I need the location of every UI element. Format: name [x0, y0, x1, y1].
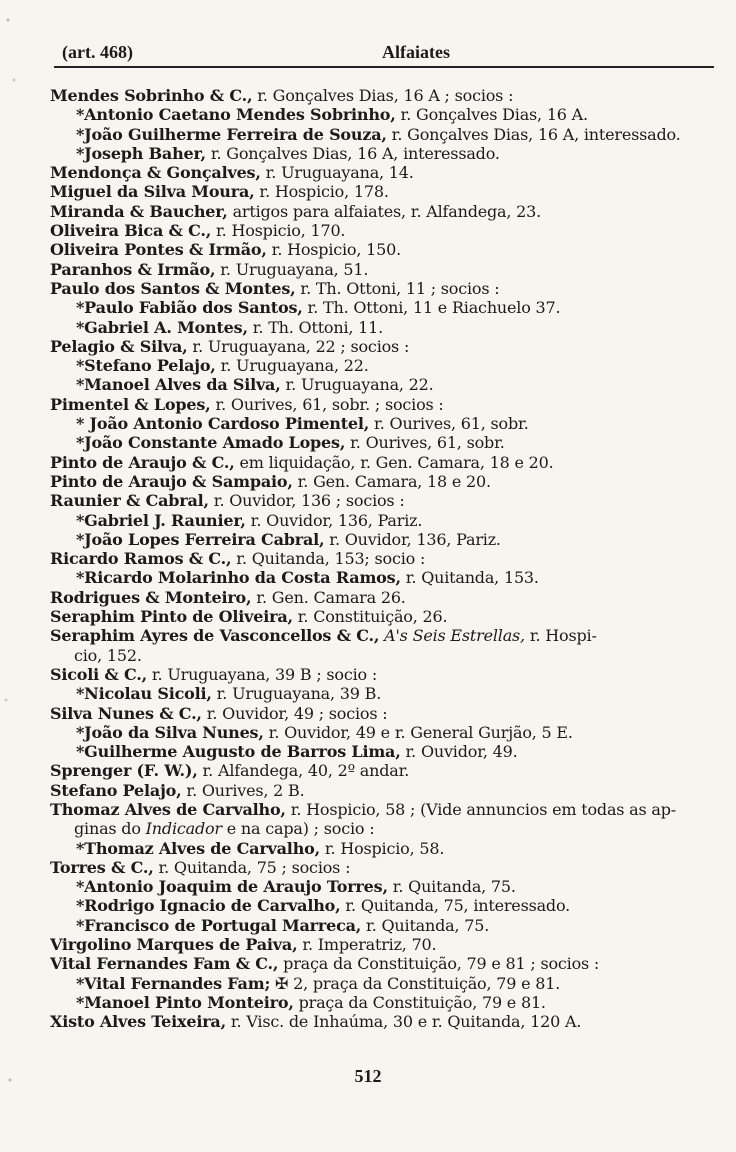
- entry-name: *Ricardo Molarinho da Costa Ramos,: [76, 568, 401, 588]
- entry-italic: A's Seis Estrellas,: [384, 626, 525, 646]
- entry-name: Mendonça & Gonçalves,: [50, 163, 261, 183]
- entry-details: r. Uruguayana, 22.: [280, 375, 434, 395]
- entry-name: Paulo dos Santos & Montes,: [50, 278, 296, 298]
- entry-line: [50, 472, 720, 491]
- entry-details: artigos para alfaiates, r. Alfandega, 23.: [227, 201, 541, 221]
- entry-line: [50, 954, 720, 973]
- entry-details: r. Gonçalves Dias, 16 A, interessado.: [205, 143, 500, 163]
- article-reference: (art. 468): [62, 42, 133, 62]
- entry-name: Vital Fernandes Fam & C.,: [50, 954, 279, 974]
- entry-details: r. Hospicio, 178.: [254, 182, 389, 202]
- entry-line: [50, 761, 720, 780]
- entry-name: *Gabriel A. Montes,: [76, 317, 248, 337]
- entry-line: [50, 395, 720, 414]
- entry-name: Sprenger (F. W.),: [50, 761, 198, 781]
- partner-line: [50, 742, 720, 761]
- entry-details: r. Uruguayana, 51.: [215, 259, 369, 279]
- entry-details: r. Th. Ottoni, 11 ; socios :: [295, 278, 500, 298]
- partner-line: [50, 877, 720, 896]
- partner-line: [50, 298, 720, 317]
- entry-name: Oliveira Bica & C.,: [50, 221, 212, 241]
- entry-line: [50, 202, 720, 221]
- entry-name: Stefano Pelajo,: [50, 780, 182, 800]
- entry-line: [50, 626, 720, 645]
- entry-details: cio, 152.: [74, 645, 142, 665]
- entry-name: Thomaz Alves de Carvalho,: [50, 799, 286, 819]
- entry-details: r. Quitanda, 153; socio :: [231, 549, 426, 569]
- entry-name: Miguel da Silva Moura,: [50, 182, 255, 202]
- entry-line: [50, 163, 720, 182]
- entry-name: Seraphim Pinto de Oliveira,: [50, 607, 293, 627]
- entry-line: [50, 665, 720, 684]
- partner-line: [50, 839, 720, 858]
- entry-name: Rodrigues & Monteiro,: [50, 587, 252, 607]
- entry-details: r. Ouvidor, 136 ; socios :: [208, 491, 405, 511]
- entry-name: *Vital Fernandes Fam;: [76, 973, 271, 993]
- entry-line: [50, 337, 720, 356]
- entry-details: r. Alfandega, 40, 2º andar.: [197, 761, 410, 781]
- entry-line: [50, 819, 720, 838]
- entry-details: r. Hospicio, 58.: [319, 838, 445, 858]
- entry-details: r. Th. Ottoni, 11 e Riachuelo 37.: [302, 298, 561, 318]
- entry-details: r. Gonçalves Dias, 16 A.: [395, 105, 588, 125]
- entry-details: r. Constituição, 26.: [292, 607, 448, 627]
- entry-line: [50, 858, 720, 877]
- entry-details: r. Gen. Camara, 18 e 20.: [292, 471, 491, 491]
- entry-details: r. Hospicio, 150.: [266, 240, 401, 260]
- directory-entries: [50, 86, 720, 1032]
- entry-name: Paranhos & Irmão,: [50, 259, 216, 279]
- partner-line: [50, 684, 720, 703]
- entry-name: *Manoel Alves da Silva,: [76, 375, 281, 395]
- entry-details: r. Ouvidor, 49 e r. General Gurjão, 5 E.: [263, 722, 573, 742]
- entry-name: *Manoel Pinto Monteiro,: [76, 992, 294, 1012]
- entry-details: r. Ourives, 61, sobr.: [345, 433, 505, 453]
- entry-details: r. Gonçalves Dias, 16 A ; socios :: [252, 86, 514, 105]
- entry-details: r. Imperatriz, 70.: [297, 935, 437, 955]
- entry-details: r. Uruguayana, 39 B.: [211, 684, 382, 704]
- entry-line: [50, 1012, 720, 1031]
- entry-details: r. Quitanda, 153.: [400, 568, 539, 588]
- section-title: Alfaiates: [382, 42, 450, 62]
- entry-name: Ricardo Ramos & C.,: [50, 549, 232, 569]
- entry-details: r. Gonçalves Dias, 16 A, interessado.: [386, 124, 681, 144]
- entry-details: r. Quitanda, 75.: [361, 915, 490, 935]
- entry-name: *Antonio Joaquim de Araujo Torres,: [76, 877, 388, 897]
- entry-details: r. Ourives, 2 B.: [181, 780, 305, 800]
- entry-details: r. Ouvidor, 136, Pariz.: [245, 510, 423, 530]
- entry-name: Silva Nunes & C.,: [50, 703, 202, 723]
- partner-line: [50, 125, 720, 144]
- partner-line: [50, 916, 720, 935]
- header-rule: [54, 66, 714, 68]
- entry-name: * João Antonio Cardoso Pimentel,: [76, 414, 370, 434]
- entry-details: r. Ourives, 61, sobr. ; socios :: [210, 394, 444, 414]
- entry-name: *Rodrigo Ignacio de Carvalho,: [76, 896, 341, 916]
- entry-details: em liquidação, r. Gen. Camara, 18 e 20.: [234, 452, 554, 472]
- partner-line: [50, 375, 720, 394]
- entry-details: r. Visc. de Inhaúma, 30 e r. Quitanda, 120 A.: [225, 1012, 582, 1032]
- entry-details: praça da Constituição, 79 e 81 ; socios :: [278, 954, 600, 974]
- entry-name: Pelagio & Silva,: [50, 336, 188, 356]
- entry-details: r. Uruguayana, 14.: [260, 163, 414, 183]
- entry-details: r. Ouvidor, 49.: [400, 742, 518, 762]
- entry-name: *Joseph Baher,: [76, 143, 206, 163]
- entry-line: [50, 646, 720, 665]
- partner-line: [50, 993, 720, 1012]
- entry-line: [50, 549, 720, 568]
- entry-name: *Paulo Fabião dos Santos,: [76, 298, 303, 318]
- entry-details: r. Uruguayana, 22.: [215, 356, 369, 376]
- entry-line: [50, 607, 720, 626]
- entry-name: *João Constante Amado Lopes,: [76, 433, 346, 453]
- entry-details-cont: e na capa) ; socio :: [221, 819, 375, 839]
- entry-details: r. Ourives, 61, sobr.: [369, 414, 529, 434]
- entry-line: [50, 453, 720, 472]
- partner-line: [50, 433, 720, 452]
- entry-line: [50, 279, 720, 298]
- partner-line: [50, 318, 720, 337]
- entry-name: Miranda & Baucher,: [50, 201, 228, 221]
- entry-line: [50, 240, 720, 259]
- entry-line: [50, 588, 720, 607]
- entry-name: Virgolino Marques de Paiva,: [50, 935, 298, 955]
- partner-line: [50, 530, 720, 549]
- partner-line: [50, 105, 720, 124]
- entry-name: *Francisco de Portugal Marreca,: [76, 915, 362, 935]
- partner-line: [50, 511, 720, 530]
- entry-details: ✠ 2, praça da Constituição, 79 e 81.: [270, 973, 561, 993]
- entry-name: *João da Silva Nunes,: [76, 722, 264, 742]
- entry-name: *João Lopes Ferreira Cabral,: [76, 529, 325, 549]
- partner-line: [50, 144, 720, 163]
- entry-name: *Thomaz Alves de Carvalho,: [76, 838, 320, 858]
- entry-name: *Nicolau Sicoli,: [76, 684, 212, 704]
- entry-name: Pimentel & Lopes,: [50, 394, 211, 414]
- entry-line: [50, 260, 720, 279]
- entry-details: ginas do: [74, 819, 146, 839]
- entry-line: [50, 491, 720, 510]
- page-edge-specks: [0, 0, 30, 1152]
- entry-name: Raunier & Cabral,: [50, 491, 209, 511]
- entry-details: r. Gen. Camara 26.: [251, 587, 406, 607]
- entry-name: *Guilherme Augusto de Barros Lima,: [76, 742, 401, 762]
- entry-name: Mendes Sobrinho & C.,: [50, 86, 253, 105]
- entry-line: [50, 86, 720, 105]
- entry-line: [50, 935, 720, 954]
- partner-line: [50, 974, 720, 993]
- entry-details: r. Quitanda, 75, interessado.: [340, 896, 571, 916]
- entry-details: r. Hospicio, 58 ; (Vide annuncios em todas as ap-: [285, 799, 677, 819]
- entry-name: *Stefano Pelajo,: [76, 356, 216, 376]
- entry-name: *Gabriel J. Raunier,: [76, 510, 246, 530]
- entry-italic: Indicador: [145, 819, 222, 839]
- entry-line: [50, 221, 720, 240]
- entry-name: Xisto Alves Teixeira,: [50, 1012, 226, 1032]
- entry-name: Pinto de Araujo & Sampaio,: [50, 471, 293, 491]
- entry-name: Pinto de Araujo & C.,: [50, 452, 235, 472]
- entry-details: r. Uruguayana, 39 B ; socio :: [146, 664, 378, 684]
- entry-name: *Antonio Caetano Mendes Sobrinho,: [76, 105, 396, 125]
- entry-details: r. Uruguayana, 22 ; socios :: [187, 336, 410, 356]
- entry-details: r. Quitanda, 75.: [387, 877, 516, 897]
- entry-name: Sicoli & C.,: [50, 664, 147, 684]
- entry-line: [50, 182, 720, 201]
- partner-line: [50, 568, 720, 587]
- entry-details: r. Hospicio, 170.: [211, 221, 346, 241]
- partner-line: [50, 356, 720, 375]
- entry-line: [50, 704, 720, 723]
- entry-name: *João Guilherme Ferreira de Souza,: [76, 124, 387, 144]
- entry-details: r. Ouvidor, 136, Pariz.: [324, 529, 501, 549]
- entry-line: [50, 781, 720, 800]
- entry-details-cont: r. Hospi-: [524, 626, 597, 646]
- entry-name: Torres & C.,: [50, 857, 154, 877]
- entry-name: Oliveira Pontes & Irmão,: [50, 240, 267, 260]
- page-number: 512: [354, 1066, 382, 1086]
- entry-details: praça da Constituição, 79 e 81.: [293, 992, 546, 1012]
- entry-name: Seraphim Ayres de Vasconcellos & C.,: [50, 626, 380, 646]
- partner-line: [50, 723, 720, 742]
- entry-details: r. Th. Ottoni, 11.: [247, 317, 383, 337]
- page-header: [62, 42, 712, 66]
- partner-line: [50, 414, 720, 433]
- entry-line: [50, 800, 720, 819]
- entry-details: r. Quitanda, 75 ; socios :: [153, 857, 351, 877]
- entry-details: r. Ouvidor, 49 ; socios :: [201, 703, 388, 723]
- partner-line: [50, 896, 720, 915]
